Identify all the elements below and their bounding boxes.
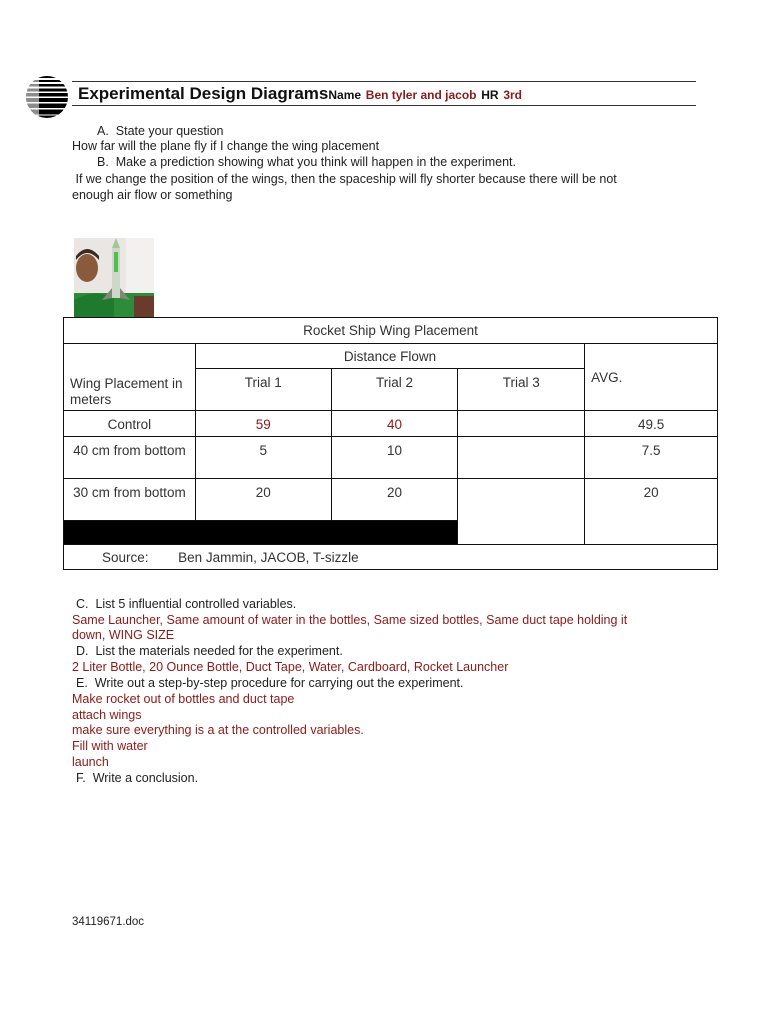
cell-trial-3 xyxy=(458,411,585,437)
procedure-step: Make rocket out of bottles and duct tape xyxy=(72,692,295,706)
row-header: Wing Placement in meters xyxy=(64,344,196,411)
section-a-answer: How far will the plane fly if I change the wing placement xyxy=(72,139,380,153)
section-e-prompt xyxy=(76,676,463,692)
title-text: Experimental Design Diagrams xyxy=(78,84,329,103)
distance-flown-header: Distance Flown xyxy=(195,344,584,369)
cell-avg: 20 xyxy=(585,479,718,545)
section-c-answer-line-2: down, WING SIZE xyxy=(72,628,175,642)
row-label: Control xyxy=(64,411,196,437)
row-label: 40 cm from bottom xyxy=(64,437,196,479)
column-header-trial-2: Trial 2 xyxy=(331,369,458,411)
source-row xyxy=(64,545,718,570)
name-value: Ben tyler and jacob xyxy=(365,88,477,102)
section-f-prompt xyxy=(76,771,198,787)
cell-trial-2: 10 xyxy=(331,437,458,479)
procedure-step: make sure everything is a at the controlled variables. xyxy=(72,723,364,737)
procedure-step: Fill with water xyxy=(72,739,148,753)
procedure-step: launch xyxy=(72,755,109,769)
table-row xyxy=(64,479,718,521)
section-a-text: State your question xyxy=(115,124,224,138)
column-header-trial-1: Trial 1 xyxy=(195,369,331,411)
cell-trial-2: 40 xyxy=(331,411,458,437)
section-c-answer-line-1: Same Launcher, Same amount of water in the bottles, Same sized bottles, Same duct tape holding it xyxy=(72,613,628,627)
section-a-label: A. xyxy=(97,124,109,138)
hr-label: HR xyxy=(481,88,499,102)
striped-globe-logo xyxy=(25,75,69,119)
black-bar xyxy=(64,521,458,545)
section-b-label: B. xyxy=(97,155,109,169)
section-e-label: E. xyxy=(76,676,88,690)
section-b-answer-line-2: enough air flow or something xyxy=(72,188,233,202)
procedure-step: attach wings xyxy=(72,708,142,722)
source-label: Source: xyxy=(102,549,149,565)
section-f-label: F. xyxy=(76,771,86,785)
column-header-avg: AVG. xyxy=(585,344,718,411)
name-label: Name xyxy=(328,88,362,102)
hr-value: 3rd xyxy=(503,88,522,102)
document-title xyxy=(78,84,522,104)
header-rule-top xyxy=(72,81,696,82)
cell-trial-3 xyxy=(458,479,585,545)
section-e-text: Write out a step-by-step procedure for carrying out the experiment. xyxy=(94,676,464,690)
table-title: Rocket Ship Wing Placement xyxy=(64,318,718,344)
section-b-text: Make a prediction showing what you think will happen in the experiment. xyxy=(115,155,516,169)
column-header-trial-3: Trial 3 xyxy=(458,369,585,411)
section-c-text: List 5 influential controlled variables. xyxy=(95,597,297,611)
section-f-text: Write a conclusion. xyxy=(92,771,199,785)
section-a-prompt xyxy=(97,124,223,140)
section-b-answer-line-1: If we change the position of the wings, then the spaceship will fly shorter because there will be not xyxy=(72,172,617,186)
section-b-prompt xyxy=(97,155,516,171)
cell-trial-3 xyxy=(458,437,585,479)
rocket-photo xyxy=(74,238,154,318)
table-row xyxy=(64,411,718,437)
section-c-prompt xyxy=(76,597,296,613)
section-d-text: List the materials needed for the experiment. xyxy=(95,644,343,658)
section-d-label: D. xyxy=(76,644,89,658)
section-c-label: C. xyxy=(76,597,89,611)
cell-avg: 49.5 xyxy=(585,411,718,437)
section-d-prompt xyxy=(76,644,343,660)
results-table xyxy=(63,317,718,570)
cell-trial-1: 59 xyxy=(195,411,331,437)
footer-filename: 34119671.doc xyxy=(72,916,145,928)
cell-trial-2: 20 xyxy=(331,479,458,521)
cell-trial-1: 20 xyxy=(195,479,331,521)
cell-trial-1: 5 xyxy=(195,437,331,479)
cell-avg: 7.5 xyxy=(585,437,718,479)
source-value: Ben Jammin, JACOB, T-sizzle xyxy=(178,549,359,565)
table-row xyxy=(64,437,718,479)
row-label: 30 cm from bottom xyxy=(64,479,196,521)
section-d-answer: 2 Liter Bottle, 20 Ounce Bottle, Duct Tape, Water, Cardboard, Rocket Launcher xyxy=(72,660,509,674)
header-rule-bottom xyxy=(72,105,696,106)
